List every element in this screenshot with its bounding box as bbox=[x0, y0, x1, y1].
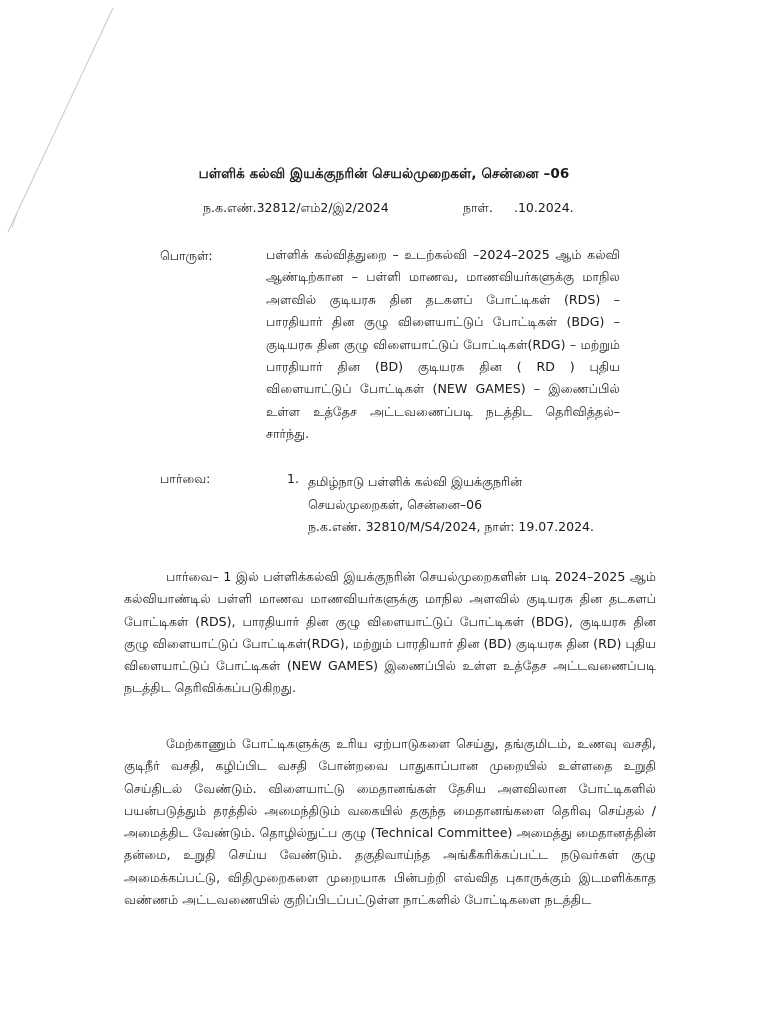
scan-artifact-line bbox=[0, 0, 130, 250]
date-label: நாள். bbox=[463, 200, 493, 215]
reference-line-1: தமிழ்நாடு பள்ளிக் கல்வி இயக்குநரின் bbox=[308, 474, 523, 489]
reference-item bbox=[308, 471, 594, 539]
reference-number: ந.க.எண்.32812/எம்2/இ2/2024 bbox=[203, 200, 389, 215]
subject-label: பொருள்: bbox=[160, 248, 213, 263]
subject-text: பள்ளிக் கல்வித்துறை – உடற்கல்வி –2024–2025 ஆம் கல்வி ஆண்டிற்கான – பள்ளி மாணவ, மாணவியர்களுக்கு மாநில அளவில் குடியரசு தின தடகளப் போட்டிகள் (RDS) – பாரதியார் தின குழு விளையாட்டுப் போட்டிகள் (BDG) – குடியரசு தின குழு விளையாட்டுப் போட்டிகள்(RDG) – மற்றும் பாரதியார் தின (BD) குடியரசு தின ( RD ) புதிய விளையாட்டுப் போட்டிகள் (NEW GAMES) – இணைப்பில் உள்ள உத்தேச அட்டவணைப்படி நடத்திட தெரிவித்தல்– சார்ந்து. bbox=[266, 247, 620, 442]
reference-line-2: செயல்முறைகள், சென்னை–06 bbox=[308, 496, 483, 512]
date-value: .10.2024. bbox=[514, 200, 574, 215]
reference-item-number: 1. bbox=[287, 471, 299, 486]
body-paragraph-1: பார்வை– 1 இல் பள்ளிக்கல்வி இயக்குநரின் செயல்முறைகளின் படி 2024–2025 ஆம் கல்வியாண்டில் பள்ளி மாணவ மாணவியர்களுக்கு மாநில அளவில் குடியரசு தின தடகளப் போட்டிகள் (RDS), பாரதியார் தின குழு விளையாட்டுப் போட்டிகள் (BDG), குடியரசு தின குழு விளையாட்டுப் போட்டிகள்(RDG), மற்றும் பாரதியார் தின (BD) குடியரசு தின (RD) புதிய விளையாட்டுப் போட்டிகள் (NEW GAMES) இணைப்பில் உள்ள உத்தேச அட்டவணைப்படி நடத்திட தெரிவிக்கப்படுகிறது. bbox=[124, 569, 656, 696]
reference-line-3: ந.க.எண். 32810/M/S4/2024, நாள்: 19.07.2024. bbox=[308, 519, 594, 534]
document-title: பள்ளிக் கல்வி இயக்குநரின் செயல்முறைகள், சென்னை –06 bbox=[198, 166, 570, 182]
reference-label: பார்வை: bbox=[160, 471, 211, 486]
body-paragraph-2: மேற்காணும் போட்டிகளுக்கு உரிய ஏற்பாடுகளை செய்து, தங்குமிடம், உணவு வசதி, குடிநீர் வசதி, கழிப்பிட வசதி போன்றவை பாதுகாப்பான முறையில் உள்ளதை உறுதி செய்திடல் வேண்டும். விளையாட்டு மைதானங்கள் தேசிய அளவிலான போட்டிகளில் பயன்படுத்தும் தரத்தில் அமைந்திடும் வகையில் தகுந்த மைதானங்களை தெரிவு செய்தல் / அமைத்திட வேண்டும். தொழில்நுட்ப குழு (Technical Committee) அமைத்து மைதானத்தின் தன்மை, உறுதி செய்ய வேண்டும். தகுதிவாய்ந்த அங்கீகரிக்கப்பட்ட நடுவர்கள் குழு அமைக்கப்பட்டு, விதிமுறைகளை முறையாக பின்பற்றி எவ்வித புகாருக்கும் இடமளிக்காத வண்ணம் அட்டவணையில் குறிப்பிடப்பட்டுள்ள நாட்களில் போட்டிகளை நடத்திட bbox=[124, 736, 656, 908]
